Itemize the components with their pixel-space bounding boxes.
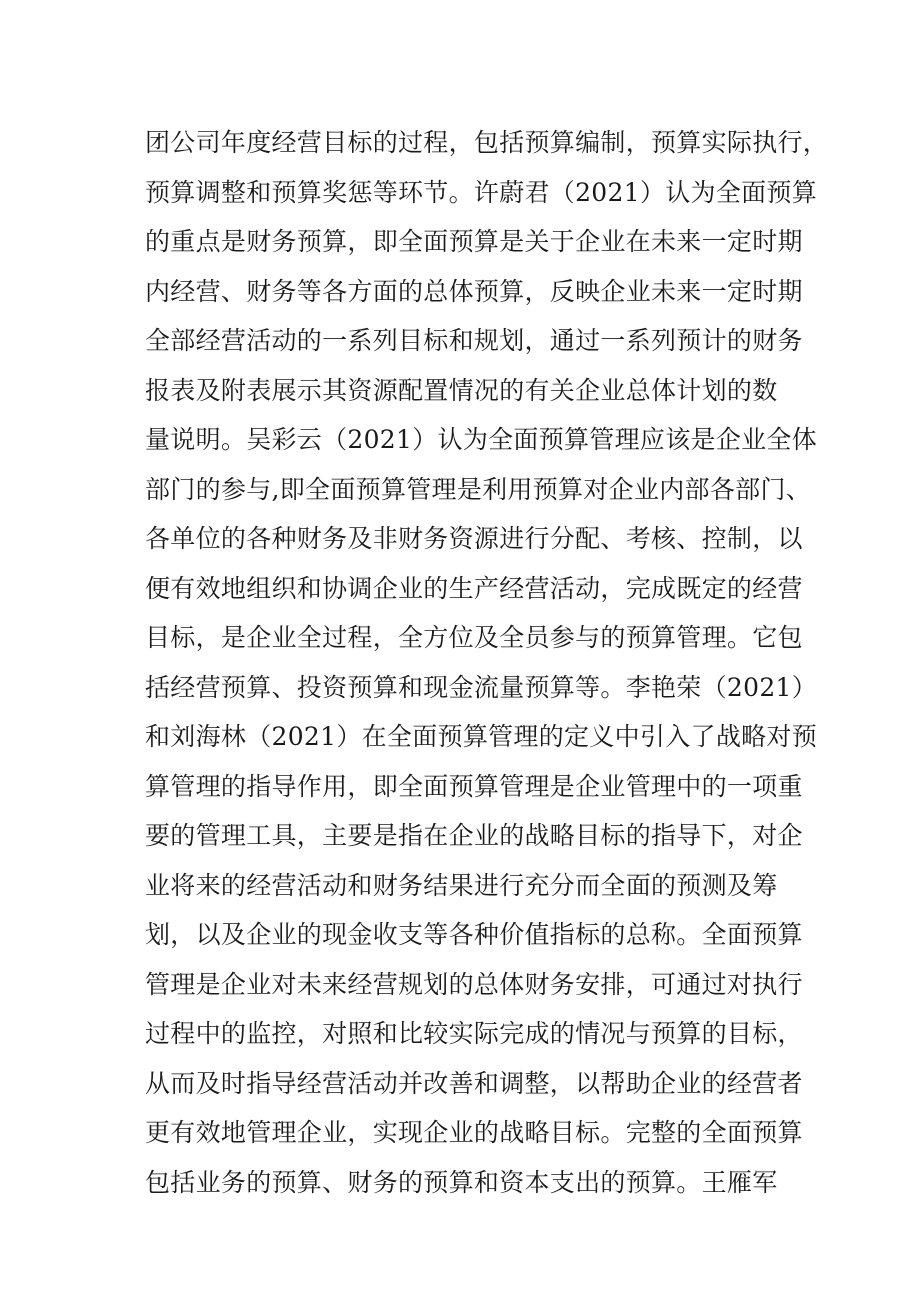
text-line: 包括业务的预算、财务的预算和资本支出的预算。王雁军 [145, 1167, 778, 1197]
text-line: 内经营、财务等各方面的总体预算，反映企业未来一定时期 [145, 276, 803, 306]
text-line: 目标，是企业全过程，全方位及全员参与的预算管理。它包 [145, 623, 803, 652]
text-line: 全部经营活动的一系列目标和规划，通过一系列预计的财务 [145, 326, 803, 355]
text-line: 的重点是财务预算，即全面预算是关于企业在未来一定时期 [145, 227, 803, 256]
text-line: 括经营预算、投资预算和现金流量预算等。李艳荣（2021） [145, 672, 818, 702]
text-line: 团公司年度经营目标的过程，包括预算编制，预算实际执行， [145, 128, 829, 157]
text-line: 要的管理工具，主要是指在企业的战略目标的指导下，对企 [145, 821, 803, 850]
text-line: 管理是企业对未来经营规划的总体财务安排，可通过对执行 [145, 969, 803, 999]
text-line: 划，以及企业的现金收支等各种价值指标的总称。全面预算 [145, 920, 803, 949]
text-line: 量说明。吴彩云（2021）认为全面预算管理应该是企业全体 [145, 425, 818, 454]
text-line: 各单位的各种财务及非财务资源进行分配、考核、控制，以 [145, 524, 803, 553]
text-line: 便有效地组织和协调企业的生产经营活动，完成既定的经营 [145, 573, 803, 603]
text-line: 和刘海林（2021）在全面预算管理的定义中引入了战略对预 [145, 722, 818, 751]
text-line: 更有效地管理企业，实现企业的战略目标。完整的全面预算 [145, 1118, 803, 1147]
text-line: 报表及附表展示其资源配置情况的有关企业总体计划的数 [145, 375, 778, 405]
text-line: 部门的参与,即全面预算管理是利用预算对企业内部各部门、 [145, 474, 812, 504]
text-line: 算管理的指导作用，即全面预算管理是企业管理中的一项重 [145, 771, 803, 801]
text-line: 预算调整和预算奖惩等环节。许蔚君（2021）认为全面预算 [145, 177, 818, 207]
text-line: 从而及时指导经营活动并改善和调整，以帮助企业的经营者 [145, 1068, 803, 1098]
text-line: 过程中的监控，对照和比较实际完成的情况与预算的目标， [145, 1019, 803, 1048]
text-line: 业将来的经营活动和财务结果进行充分而全面的预测及筹 [145, 870, 778, 900]
body-paragraph [145, 118, 829, 1207]
